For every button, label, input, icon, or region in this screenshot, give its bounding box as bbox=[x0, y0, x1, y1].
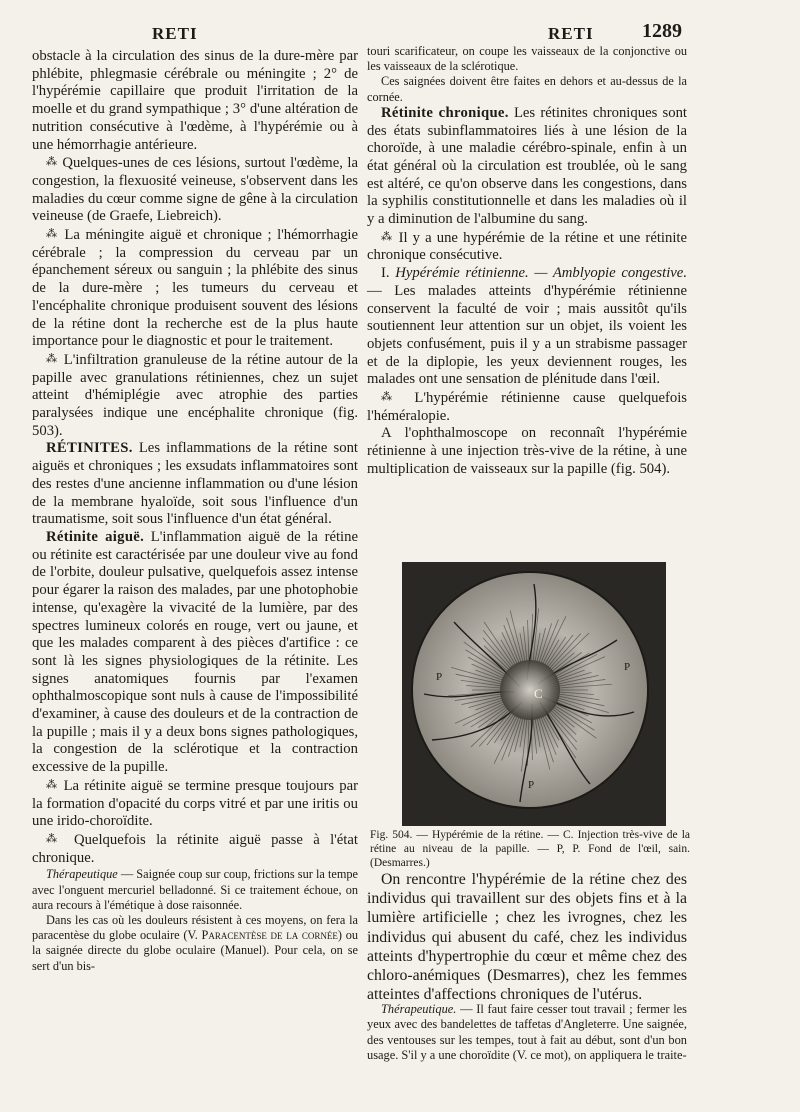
label-p-bottom: P bbox=[528, 779, 535, 791]
therapeutique-label: Thérapeutique. bbox=[381, 1002, 457, 1016]
paragraph-text: Il y a une hypérémie de la rétine et une rétinite chronique consécutive. bbox=[367, 229, 688, 264]
paragraph-text: ) ou la saignée directe du globe oculaire (Manuel). Pour cela, on se sert d'un bis- bbox=[32, 928, 359, 973]
asterism-mark: ⁂ bbox=[381, 230, 394, 243]
paragraph bbox=[32, 777, 358, 831]
paragraph-text: L'inflammation aiguë de la rétine ou rétinite est caractérisée par une douleur vive au fond de l'orbite, douleur pulsative, quelquefois assez intense pour égarer la raison des malades, par une photophobie intense, qu'exagère la vivacité de la lumière, par des spectres lumineux colorés en rouge, vert ou jaune, et que les malades comparent à des pièces d'artifice : ce sont là les signes physiologiques de la rétinite. Les signes anatomiques fournis par l'examen ophthalmoscopique sont nuls à cause de l'impossibilité d'examiner, à cause des douleurs et de la contraction de la pupille ; mais il y a deux bons signes pathologiques, la congestion de la sclérotique et la contraction excessive de la pupille. bbox=[32, 528, 359, 776]
right-column-therapeutique bbox=[367, 1002, 687, 1064]
asterism-mark: ⁂ bbox=[46, 832, 64, 845]
paragraph: obstacle à la circulation des sinus de la dure-mère par phlébite, phlegmasie cérébrale ou méningite ; 2° de l'hypérémie capillaire que produit l'irritation de la moelle et du grand sympathique ; 3° d'une altération de nutrition consécutive à l'œdème, à l'hypérémie ou à une hémorrhagie antérieure. bbox=[32, 48, 358, 153]
paragraph: A l'ophthalmoscope on reconnaît l'hypérémie rétinienne à une injection très-vive de la rétine, à une multiplication de vaisseaux sur la papille (fig. 504). bbox=[367, 425, 687, 477]
paragraph-text: Les inflammations de la rétine sont aiguës et chroniques ; les exsudats inflammatoires sont des restes d'une ancienne inflammation ou d'une lésion de la membrane hyaloïde, soit sous l'influence d'un traumatisme, soit sous l'influence d'un état général. bbox=[32, 440, 359, 528]
left-column bbox=[32, 48, 358, 974]
paragraph bbox=[32, 351, 358, 441]
paragraph bbox=[367, 1002, 687, 1064]
paragraph-text: — Il faut faire cesser tout travail ; fermer les yeux avec des bandelettes de taffetas d'Angleterre. Une saignée, des ventouses sur les tempes, tout à fait au début, sont d'un bon usage. S'il y a une choroïdite (V. ce mot), on appliquera le traite- bbox=[367, 1002, 687, 1063]
paragraph-text: Quelquefois la rétinite aiguë passe à l'état chronique. bbox=[32, 831, 358, 866]
asterism-mark: ⁂ bbox=[46, 228, 59, 241]
page-number: 1289 bbox=[642, 20, 682, 42]
figure-504-retina-engraving bbox=[402, 562, 666, 826]
paragraph-text: La méningite aiguë et chronique ; l'hémorrhagie cérébrale ; la compression du cerveau par un épanchement séreux ou sanguin ; la phlébite des sinus de la dure-mère ; les tumeurs du cerveau et l'encéphalite chronique produisent souvent des lésions de la rétine dont la recherche est de la plus haute importance pour le diagnostic et pour le traitement. bbox=[32, 227, 359, 350]
paragraph-text: La rétinite aiguë se termine presque toujours par la formation d'opacité du corps vitré et par une iritis ou une irido-choroïdite. bbox=[32, 777, 358, 830]
therapeutique-label: Thérapeutique bbox=[46, 867, 118, 882]
asterism-mark: ⁂ bbox=[46, 156, 58, 169]
figure-caption: Fig. 504. — Hypérémie de la rétine. — C. Injection très-vive de la rétine au niveau de la papille. — P, P. Fond de l'œil, sain. (Desmarres.) bbox=[370, 829, 690, 869]
paragraph: On rencontre l'hypérémie de la rétine chez des individus qui travaillent sur des objets fins et à la lumière artificielle ; chez les ivrognes, chez les individus qui abusent du café, chez les individus atteints d'hypertrophie du cœur et même chez des chloro-anémiques (Desmarres), chez les femmes atteintes d'affections chroniques de l'utérus. bbox=[367, 871, 687, 1004]
paragraph-text: Les rétinites chroniques sont des états subinflammatoires liés à une lésion de la choroïde, à une maladie cérébro-spinale, enfin à un état général où la circulation est troublée, où le sang est altéré, ce qu'on observe dans les congestions, dans la syphilis constitutionnelle et dans les maladies où il y a diminution de l'albumine du sang. bbox=[367, 104, 687, 228]
running-head-right: RETI bbox=[548, 24, 594, 43]
section-title: Hypérémie rétinienne. — Amblyopie congestive. bbox=[395, 265, 687, 282]
paragraph-text: — Les malades atteints d'hypérémie rétinienne conservent la faculté de voir ; mais aussitôt qu'ils soutiennent leur attention sur un objet, ils voient les objets confusément, puis il y a un strabisme passager et de la diplopie, les yeux deviennent rouges, les malades ont une sensation de plénitude dans l'œil. bbox=[367, 282, 687, 388]
label-p-left: P bbox=[436, 671, 443, 683]
paragraph-text: — Saignée coup sur coup, frictions sur la tempe avec l'onguent mercuriel belladonné. Si ce traitement échoue, on aura recours à l'émétique à dose raisonnée. bbox=[32, 867, 359, 912]
papilla-hyperemia bbox=[500, 660, 560, 720]
subentry-heading-retinite-aigue: Rétinite aiguë. bbox=[46, 528, 145, 545]
paragraph bbox=[32, 154, 358, 226]
paragraph bbox=[32, 226, 358, 351]
paragraph bbox=[32, 913, 358, 974]
subentry-heading-retinite-chronique: Rétinite chronique. bbox=[381, 104, 509, 121]
cross-reference: Paracentèse de la cornée bbox=[201, 928, 338, 943]
paragraph: touri scarificateur, on coupe les vaisseaux de la conjonctive ou les vaisseaux de la sclérotique. bbox=[367, 44, 687, 74]
right-column-bottom bbox=[367, 870, 687, 1004]
paragraph bbox=[367, 229, 687, 265]
paragraph bbox=[32, 831, 358, 867]
paragraph bbox=[32, 440, 358, 529]
paragraph-text: L'hypérémie rétinienne cause quelquefois l'héméralopie. bbox=[367, 390, 688, 424]
asterism-mark: ⁂ bbox=[46, 352, 59, 365]
paragraph bbox=[367, 265, 687, 389]
paragraph-text: L'infiltration granuleuse de la rétine autour de la papille avec granulations rétiniennes, chez un sujet atteint d'hémiplégie avec atrophie des parties paralysées indique une encéphalite chronique (fig. 503). bbox=[32, 351, 359, 439]
asterism-mark: ⁂ bbox=[46, 778, 59, 791]
asterism-mark: ⁂ bbox=[381, 391, 402, 404]
page-header bbox=[30, 14, 772, 44]
running-head-left: RETI bbox=[152, 24, 198, 43]
paragraph-text: Dans les cas où les douleurs résistent à ces moyens, on fera la paracentèse du globe oculaire (V. bbox=[32, 912, 358, 943]
paragraph bbox=[367, 389, 687, 425]
paragraph-text: Quelques-unes de ces lésions, surtout l'œdème, la congestion, la flexuosité veineuse, s'observent dans les maladies du cœur comme signe de gêne à la circulation veineuse (de Graefe, Liebreich). bbox=[32, 155, 359, 225]
label-p-right: P bbox=[624, 661, 631, 673]
paragraph bbox=[367, 105, 687, 229]
paragraph: Ces saignées doivent être faites en dehors et au-dessus de la cornée. bbox=[367, 74, 687, 104]
paragraph bbox=[32, 529, 358, 777]
section-number: I. bbox=[381, 265, 390, 282]
paragraph bbox=[32, 867, 358, 913]
entry-heading-retinites: RÉTINITES. bbox=[46, 440, 133, 457]
label-c: C bbox=[534, 686, 543, 701]
right-column-top bbox=[367, 44, 687, 479]
